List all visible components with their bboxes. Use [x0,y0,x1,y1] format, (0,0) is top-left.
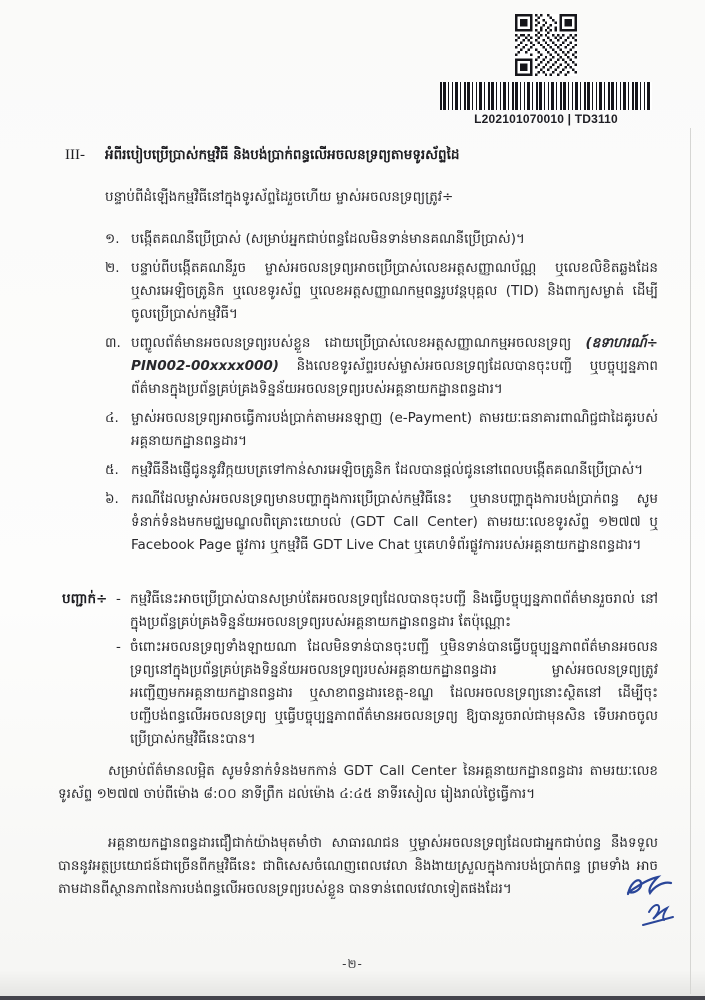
numbered-list [58,228,658,563]
page-number: -២- [342,957,363,971]
note-bullet-text: កម្មវិធីនេះអាចប្រើប្រាស់បានសម្រាប់តែអចលនទ្រព្យដែលបានចុះបញ្ជី និងធ្វើបច្ចុប្បន្នភាពព័ត៌មានរួចរាល់ នៅក្នុងប្រព័ន្ធគ្រប់គ្រងទិន្នន័យអចលនទ្រព្យរបស់អគ្គនាយកដ្ឋានពន្ធដារ តែប៉ុណ្ណោះ [130,591,658,630]
list-item [105,228,658,251]
closing-paragraph: អគ្គនាយកដ្ឋានពន្ធដារជឿជាក់យ៉ាងមុតមាំថា សាធារណជន ឬម្ចាស់អចលនទ្រព្យដែលជាអ្នកជាប់ពន្ធ នឹងទទួលបាននូវអត្ថប្រយោជន៍ជាច្រើនពីកម្មវិធីនេះ ជាពិសេសចំណេញពេលវេលា និងងាយស្រួលក្នុងការបង់ប្រាក់ពន្ធ ព្រមទាំង អាចតាមដានពីស្ថានភាពនៃការបង់ពន្ធលើអចលនទ្រព្យរបស់ខ្លួន បានទាន់ពេលវេលាទៀតផងដែរ។ [58,835,658,897]
list-item-number: ៦. [105,491,119,507]
list-item [105,407,658,453]
barcode-icon [440,82,652,110]
section-title: អំពីរបៀបប្រើប្រាស់កម្មវិធី និងបង់ប្រាក់ពន្ធលើអចលនទ្រព្យតាមទូរស័ព្ទដៃ [105,147,460,163]
list-item-text-post: និងលេខទូរស័ព្ទរបស់ម្ចាស់អចលនទ្រព្យដែលបានចុះបញ្ជី ឬបច្ចុប្បន្នភាពព័ត៌មានក្នុងប្រព័ន្ធគ្រប់គ្រងទិន្នន័យអចលនទ្រព្យរបស់អគ្គនាយកដ្ឋានពន្ធដារ។ [131,358,658,397]
note-bullet [116,636,658,751]
list-item-number: ២. [105,260,120,276]
note-block [58,588,658,753]
list-item [105,332,658,401]
qr-code-icon [515,14,577,76]
list-item [105,488,658,557]
list-item-number: ៥. [105,462,119,478]
list-item-text-emphasis: (ឧទាហរណ៍÷ PIN002-00xxxx000) [131,335,658,374]
list-item-number: ៣. [105,335,121,351]
note-bullets [116,588,658,753]
scan-bottom-edge [0,996,705,1000]
list-item [105,257,658,326]
handwritten-initials [612,868,690,946]
list-item-text: បង្កើតគណនីប្រើប្រាស់ (សម្រាប់អ្នកជាប់ពន្ធដែលមិនទាន់មានគណនីប្រើប្រាស់)។ [131,231,525,247]
intro-paragraph: បន្ទាប់ពីដំឡើងកម្មវិធីនៅក្នុងទូរស័ព្ទដៃរួចហើយ ម្ចាស់អចលនទ្រព្យត្រូវ÷ [105,189,454,205]
note-bullet [116,588,658,634]
section-numeral: III- [65,147,85,163]
scan-edge-line [690,128,691,994]
contact-paragraph: សម្រាប់ព័ត៌មានលម្អិត សូមទំនាក់ទំនងមកកាន់ GDT Call Center នៃអគ្គនាយកដ្ឋានពន្ធដារ តាមរយៈលេខទូរស័ព្ទ ១២៧៧ ចាប់ពីម៉ោង ៨:០០ នាទីព្រឹក ដល់ម៉ោង ៤:៤៥ នាទីរសៀល រៀងរាល់ថ្ងៃធ្វើការ។ [58,763,658,802]
section-heading [58,144,658,167]
list-item-text: ម្ចាស់អចលនទ្រព្យអាចធ្វើការបង់ប្រាក់តាមអនឡាញ (e-Payment) តាមរយៈធនាគារពាណិជ្ជជាដៃគូរបស់អគ្គនាយកដ្ឋានពន្ធដារ។ [131,410,658,449]
list-item-text-pre: បញ្ចូលព័ត៌មានអចលនទ្រព្យរបស់ខ្លួន ដោយប្រើប្រាស់លេខអត្តសញ្ញាណកម្មអចលនទ្រព្យ [131,335,586,351]
note-label: បញ្ជាក់÷ [62,591,108,607]
list-item [105,459,658,482]
list-item-number: ៤. [105,410,119,426]
note-bullet-text: ចំពោះអចលនទ្រព្យទាំងឡាយណា ដែលមិនទាន់បានចុះបញ្ជី ឬមិនទាន់បានធ្វើបច្ចុប្បន្នភាពព័ត៌មានអចលនទ្រព្យនៅក្នុងប្រព័ន្ធគ្រប់គ្រងទិន្នន័យអចលនទ្រព្យរបស់អគ្គនាយកដ្ឋានពន្ធដារ ម្ចាស់អចលនទ្រព្យត្រូវអញ្ជើញមកអគ្គនាយកដ្ឋានពន្ធដារ ឬសាខាពន្ធដារខេត្ត-ខណ្ឌ ដែលអចលនទ្រព្យនោះស្ថិតនៅ ដើម្បីចុះបញ្ជីបង់ពន្ធលើអចលនទ្រព្យ ឬធ្វើបច្ចុប្បន្នភាពព័ត៌មានអចលនទ្រព្យ ឱ្យបានរួចរាល់ជាមុនសិន ទើបអាចចូលប្រើប្រាស់កម្មវិធីនេះបាន។ [130,639,658,747]
bullet-dash: - [116,639,121,655]
bullet-dash: - [116,591,121,607]
list-item-text [131,332,658,401]
list-item-text: ករណីដែលម្ចាស់អចលនទ្រព្យមានបញ្ហាក្នុងការប្រើប្រាស់កម្មវិធីនេះ ឬមានបញ្ហាក្នុងការបង់ប្រាក់ពន្ធ សូមទំនាក់ទំនងមកមជ្ឈមណ្ឌលពិគ្រោះយោបល់ (GDT Call Center) តាមរយៈលេខទូរស័ព្ទ ១២៧៧ ឬ Facebook Page ផ្លូវការ ឬកម្មវិធី GDT Live Chat ឬគេហទំព័រផ្លូវការរបស់អគ្គនាយកដ្ឋានពន្ធដារ។ [131,491,658,553]
barcode-label: L202101070010 | TD3110 [474,112,618,126]
list-item-number: ១. [105,231,120,247]
document-codes [440,12,652,126]
list-item-text: កម្មវិធីនឹងផ្ញើជូននូវវិក្កយបត្រទៅកាន់សារអេឡិចត្រូនិក ដែលបានផ្តល់ជូននៅពេលបង្កើតគណនីប្រើប្រាស់។ [131,462,644,478]
list-item-text: បន្ទាប់ពីបង្កើតគណនីរួច ម្ចាស់អចលនទ្រព្យអាចប្រើប្រាស់លេខអត្តសញ្ញាណប័ណ្ណ ឬលេខលិខិតឆ្លងដែន ឬសារអេឡិចត្រូនិក ឬលេខទូរស័ព្ទ ឬលេខអត្តសញ្ញាណកម្មពន្ធរូបវន្តបុគ្គល (TID) និងពាក្យសម្ងាត់ ដើម្បីចូលប្រើប្រាស់កម្មវិធី។ [131,260,658,322]
